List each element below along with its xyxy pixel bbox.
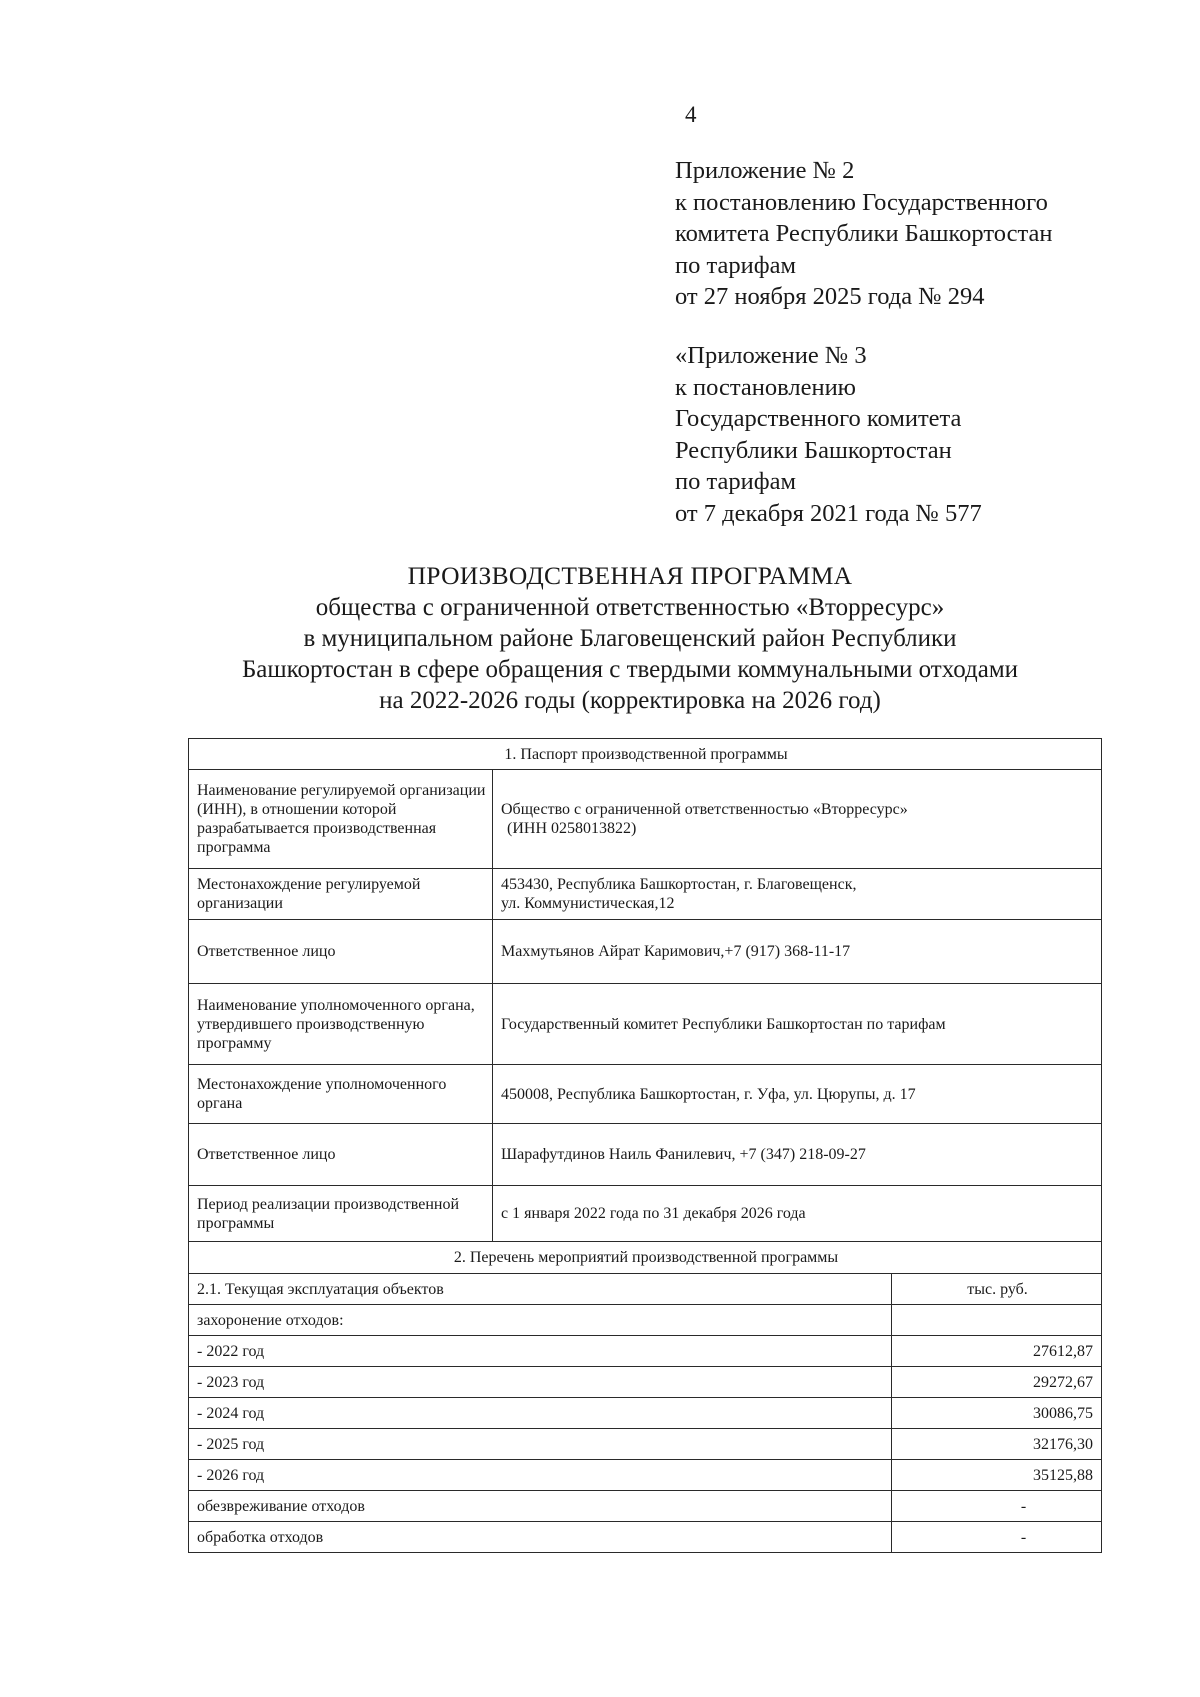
- value-line: ул. Коммунистическая,12: [501, 895, 675, 912]
- year-value: 30086,75: [892, 1398, 1102, 1429]
- appendix-line: Государственного комитета: [675, 405, 962, 432]
- year-value: 32176,30: [892, 1429, 1102, 1460]
- neutralization-label: обезвреживание отходов: [189, 1491, 892, 1522]
- program-title: ПРОИЗВОДСТВЕННАЯ ПРОГРАММА: [407, 561, 853, 590]
- processing-label: обработка отходов: [189, 1522, 892, 1553]
- measures-subheading: 2.1. Текущая эксплуатация объектов: [189, 1274, 892, 1305]
- empty-cell: [892, 1305, 1102, 1336]
- year-label: - 2024 год: [189, 1398, 892, 1429]
- processing-value: -: [892, 1522, 1102, 1553]
- appendix-line: «Приложение № 3: [675, 342, 867, 369]
- appendix-2-header: [675, 155, 1052, 313]
- passport-label: Ответственное лицо: [189, 1124, 493, 1186]
- program-table: [188, 738, 1102, 1553]
- passport-value: с 1 января 2022 года по 31 декабря 2026 года: [493, 1186, 1102, 1242]
- passport-label: Ответственное лицо: [189, 920, 493, 984]
- appendix-line: комитета Республики Башкортостан: [675, 220, 1053, 247]
- title-line: общества с ограниченной ответственностью «Вторресурс»: [315, 594, 945, 621]
- passport-value: Шарафутдинов Наиль Фанилевич, +7 (347) 218-09-27: [493, 1124, 1102, 1186]
- passport-label: Местонахождение регулируемой организации: [189, 869, 493, 920]
- neutralization-value: -: [892, 1491, 1102, 1522]
- year-label: - 2026 год: [189, 1460, 892, 1491]
- passport-label: Наименование уполномоченного органа, утвердившего производственную программу: [189, 984, 493, 1065]
- year-value: 35125,88: [892, 1460, 1102, 1491]
- year-value: 27612,87: [892, 1336, 1102, 1367]
- passport-value: [493, 869, 1102, 920]
- appendix-line: от 7 декабря 2021 года № 577: [675, 499, 982, 527]
- appendix-line: по тарифам: [675, 468, 796, 495]
- year-label: - 2025 год: [189, 1429, 892, 1460]
- measures-heading: 2. Перечень мероприятий производственной программы: [189, 1242, 1102, 1274]
- value-line: (ИНН 0258013822): [507, 820, 637, 837]
- title-line: в муниципальном районе Благовещенский район Республики: [303, 625, 957, 652]
- page-number: 4: [685, 102, 697, 127]
- passport-value: 450008, Республика Башкортостан, г. Уфа, ул. Цюрупы, д. 17: [493, 1065, 1102, 1124]
- passport-label: Период реализации производственной программы: [189, 1186, 493, 1242]
- unit-label: тыс. руб.: [892, 1274, 1102, 1305]
- year-value: 29272,67: [892, 1367, 1102, 1398]
- appendix-line: от 27 ноября 2025 года № 294: [675, 283, 985, 310]
- passport-label: Местонахождение уполномоченного органа: [189, 1065, 493, 1124]
- document-title: [150, 560, 1110, 716]
- appendix-line: Республики Башкортостан: [675, 436, 952, 464]
- passport-value: Махмутьянов Айрат Каримович,+7 (917) 368-11-17: [493, 920, 1102, 984]
- value-line: Общество с ограниченной ответственностью «Вторресурс»: [501, 801, 908, 818]
- title-line: Башкортостан в сфере обращения с твердыми коммунальными отходами: [241, 656, 1019, 683]
- year-label: - 2023 год: [189, 1367, 892, 1398]
- year-label: - 2022 год: [189, 1336, 892, 1367]
- appendix-3-header: [675, 340, 982, 529]
- passport-heading: 1. Паспорт производственной программы: [189, 739, 1102, 770]
- passport-value: [493, 770, 1102, 869]
- appendix-line: к постановлению Государственного: [675, 188, 1048, 216]
- passport-label: Наименование регулируемой организации (ИНН), в отношении которой разрабатывается производственная программа: [189, 770, 493, 869]
- appendix-line: Приложение № 2: [675, 157, 855, 184]
- title-line: на 2022-2026 годы (корректировка на 2026 год): [379, 687, 881, 714]
- appendix-line: к постановлению: [675, 373, 856, 401]
- burial-label: захоронение отходов:: [189, 1305, 892, 1336]
- appendix-line: по тарифам: [675, 251, 796, 279]
- value-line: 453430, Республика Башкортостан, г. Благовещенск,: [501, 876, 857, 893]
- passport-value: Государственный комитет Республики Башкортостан по тарифам: [493, 984, 1102, 1065]
